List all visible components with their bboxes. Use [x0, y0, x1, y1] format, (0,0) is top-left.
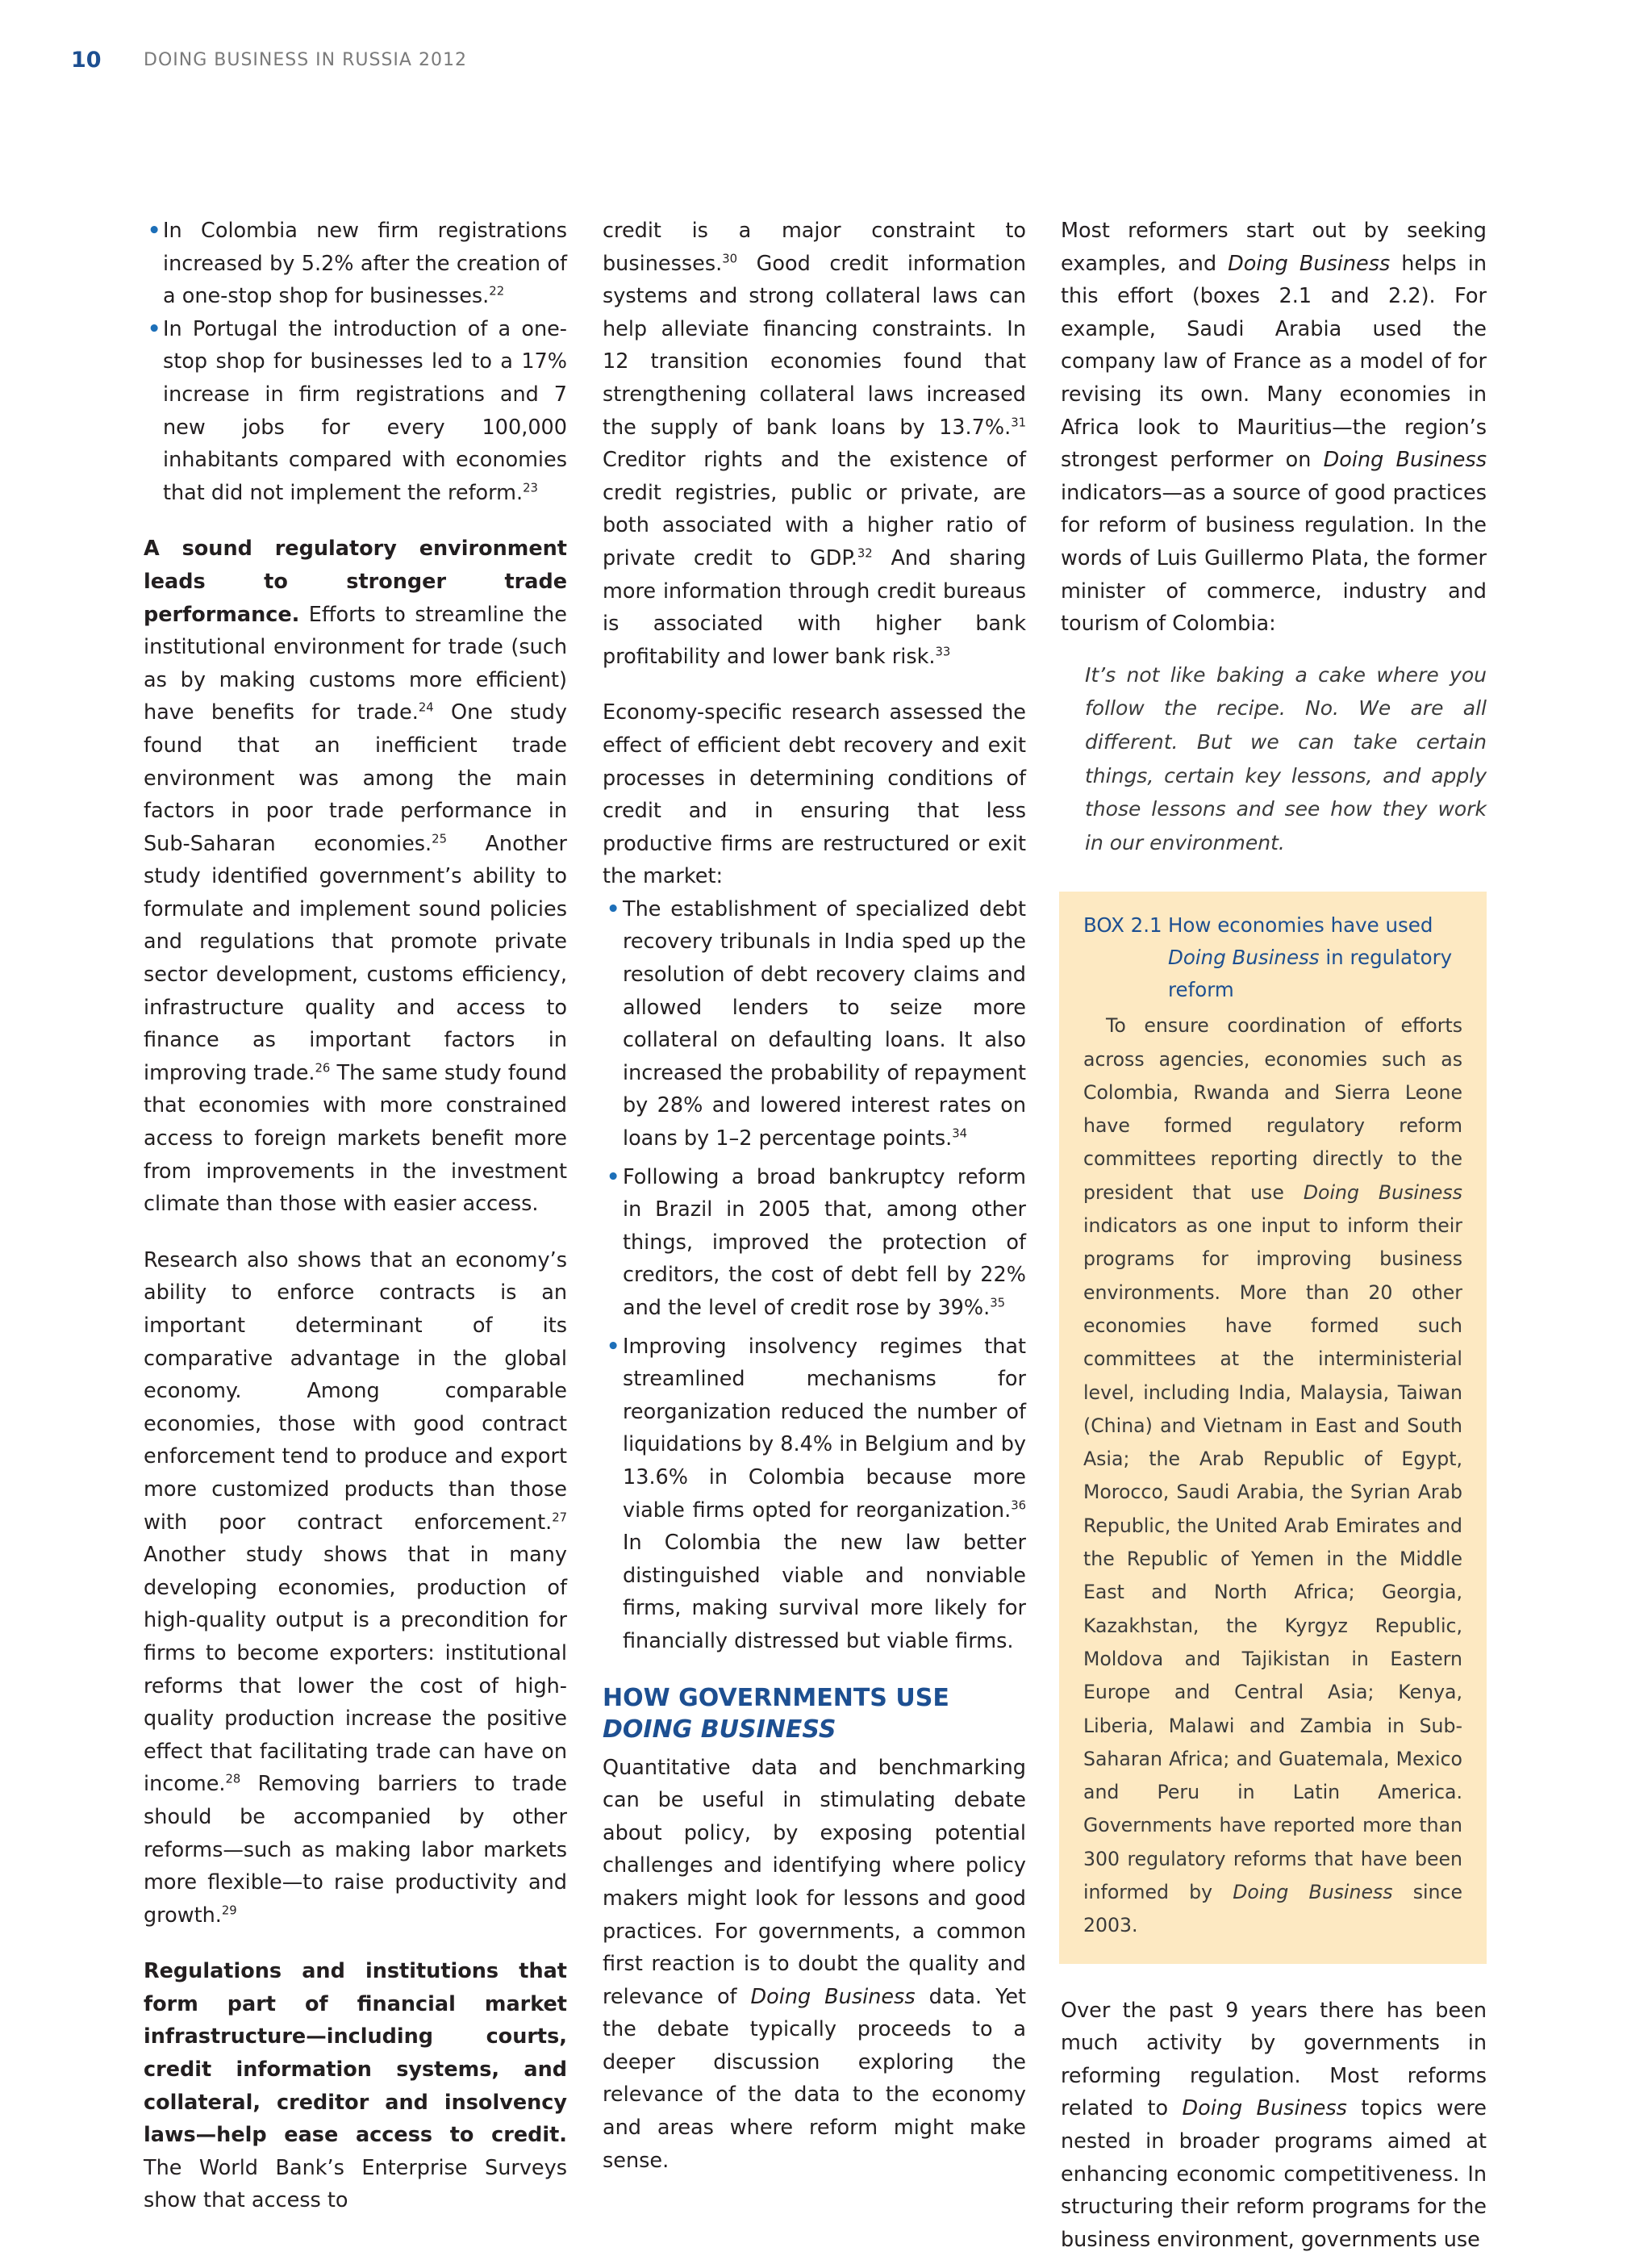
column-3: [1061, 215, 1487, 2256]
paragraph-reformers: Most reformers start out by seeking examples, and Doing Business helps in this effort (boxes 2.1 and 2.2). For example, Saudi Arabia used the company law of France as a model of for revising its own. Many economies in Africa look to Mauritius—the region’s strongest performer on Doing Business indicators—as a source of good practices for reform of business regulation. In the words of Luis Guillermo Plata, the former minister of commerce, industry and tourism of Colombia:: [1061, 219, 1487, 637]
bullet-icon: •: [607, 896, 620, 921]
paragraph-contracts: Research also shows that an economy’s ability to enforce contracts is an important determinant of its comparative advantage in the global economy. Among comparable economies, those with good contract enforcement tend to produce and export more customized products than those with poor contract enforcement.$^{27}$ Another study shows that in many developing economies, production of high-quality output is a precondition for firms to become exporters: institutional reforms that lower the cost of high-quality production increase the positive effect that facilitating trade can have on income.$^{28}$ Removing barriers to trade should be accompanied by other reforms—such as making labor markets more flexible—to raise productivity and growth.$^{29}$: [144, 1247, 567, 1928]
paragraph-trade: A sound regulatory environment leads to stronger trade performance. Efforts to streamline the institutional environment for trade (such as by making customs more efficient) have benefits for trade.$^{24}$ One study found that an inefficient trade environment was among the main factors in poor trade performance in Sub-Saharan economies.$^{25}$ Another study identified government’s ability to formulate and implement sound policies and regulations that promote private sector development, customs efficiency, infrastructure quality and access to finance as important factors in improving trade.$^{26}$ The same study found that economies with more constrained access to foreign markets benefit more from improvements in the investment climate than those with easier access.: [144, 537, 567, 1217]
footnote-ref[interactable]: 36: [1011, 1498, 1026, 1513]
page-number: 10: [71, 47, 102, 73]
footnote-ref[interactable]: 23: [523, 481, 538, 495]
paragraph-credit-cont: credit is a major constraint to businesses.$^{30}$ Good credit information systems and strong collateral laws can help alleviate financing constraints. In 12 transition economies found that strengthening collateral laws increased the supply of bank loans by 13.7%.$^{31}$ Creditor rights and the existence of credit registries, public or private, are both associated with a higher ratio of private credit to GDP.$^{32}$ And sharing more information through credit bureaus is associated with higher bank profitability and lower bank risk.$^{33}$: [603, 219, 1026, 669]
bullet-icon: •: [607, 1164, 620, 1189]
list-item: • Following a broad bankruptcy reform in Brazil in 2005 that, among other things, improved the protection of creditors, the cost of debt fell by 22% and the level of credit rose by 39%.$^{35}$: [603, 1161, 1026, 1325]
box-heading: How economies have used Doing Business in regulatory reform: [1168, 913, 1453, 1002]
footnote-ref[interactable]: 28: [225, 1772, 241, 1786]
footnote-ref[interactable]: 34: [952, 1126, 968, 1141]
footnote-ref[interactable]: 33: [935, 645, 951, 659]
box-title: [1083, 909, 1462, 1006]
section-heading: HOW GOVERNMENTS USE DOING BUSINESS: [603, 1683, 949, 1744]
block-quote: It’s not like baking a cake where you follow the recipe. No. We are all different. But we can take certain things, certain key lessons, and apply those lessons and see how they work in our environment.: [1085, 662, 1487, 854]
footnote-ref[interactable]: 27: [552, 1510, 567, 1525]
footnote-ref[interactable]: 24: [418, 700, 434, 715]
footnote-ref[interactable]: 35: [990, 1296, 1006, 1310]
paragraph-credit: Regulations and institutions that form part of financial market infrastructure—including courts, credit information systems, and collateral, creditor and insolvency laws—help ease access to credit. The World Bank’s Enterprise Surveys show that access to: [144, 1959, 567, 2213]
paragraph-research: Economy-specific research assessed the effect of efficient debt recovery and exit processes in determining conditions of credit and in ensuring that less productive firms are restructured or exit the market:: [603, 700, 1026, 889]
paragraph-benchmarking: Quantitative data and benchmarking can be useful in stimulating debate about policy, by exposing potential challenges and identifying where policy makers might look for lessons and good practices. For governments, a common first reaction is to doubt the quality and relevance of Doing Business data. Yet the debate typically proceeds to a deeper discussion exploring the relevance of the data to the economy and areas where reform might make sense.: [603, 1755, 1026, 2173]
list-item: • Improving insolvency regimes that streamlined mechanisms for reorganization reduced the number of liquidations by 8.4% in Belgium and by 13.6% in Colombia because more viable firms opted for reorganization.$^{36}$ In Colombia the new law better distinguished viable and nonviable firms, making survival more likely for financially distressed but viable firms.: [603, 1331, 1026, 1658]
bullet-icon: •: [148, 219, 161, 243]
paragraph-reform-activity: Over the past 9 years there has been much activity by governments in reforming regulation. Most reforms related to Doing Business topics were nested in broader programs aimed at enhancing economic competitiveness. In structuring their reform programs for the business environment, governments use: [1061, 1998, 1487, 2252]
footnote-ref[interactable]: 22: [489, 284, 505, 299]
box-body: To ensure coordination of efforts across agencies, economies such as Colombia, Rwanda and Sierra Leone have formed regulatory reform committees reporting directly to the president that use Doing Business indicators as one input to inform their programs for improving business environments. More than 20 other economies have formed such committees at the interministerial level, including India, Malaysia, Taiwan (China) and Vietnam in East and South Asia; the Arab Republic of Egypt, Morocco, Saudi Arabia, the Syrian Arab Republic, the United Arab Emirates and the Republic of Yemen in the Middle East and North Africa; Georgia, Kazakhstan, the Kyrgyz Republic, Moldova and Tajikistan in Eastern Europe and Central Asia; Kenya, Liberia, Malawi and Zambia in Sub-Saharan Africa; and Guatemala, Mexico and Peru in Latin America. Governments have reported more than 300 regulatory reforms that have been informed by Doing Business since 2003.: [1083, 1014, 1462, 1937]
list-item: • In Portugal the introduction of a one-stop shop for businesses led to a 17% increase in firm registrations and 7 new jobs for every 100,000 inhabitants compared with economies that did not implement the reform.$^{23}$: [144, 313, 567, 510]
footnote-ref[interactable]: 26: [315, 1061, 331, 1076]
lead-in: Regulations and institutions that form part of financial market infrastructure—including courts, credit information systems, and collateral, creditor and insolvency laws—help ease access to credit.: [144, 1959, 567, 2148]
footnote-ref[interactable]: 32: [857, 546, 873, 561]
lead-in: A sound regulatory environment leads to stronger trade performance.: [144, 537, 567, 627]
bullet-icon: •: [607, 1334, 620, 1359]
running-head: [71, 44, 467, 76]
column-2: [603, 215, 1026, 2177]
footnote-ref[interactable]: 25: [432, 832, 447, 846]
bullet-icon: •: [148, 316, 161, 341]
box-2-1: [1059, 892, 1487, 1963]
footnote-ref[interactable]: 30: [722, 252, 738, 266]
box-label: BOX 2.1: [1083, 913, 1162, 938]
list-item: • In Colombia new firm registrations increased by 5.2% after the creation of a one-stop shop for businesses.$^{22}$: [144, 215, 567, 313]
column-1: [144, 215, 567, 2217]
running-title: DOING BUSINESS IN RUSSIA 2012: [144, 49, 467, 70]
list-item: • The establishment of specialized debt recovery tribunals in India sped up the resolution of debt recovery claims and allowed lenders to seize more collateral on defaulting loans. It also increased the probability of repayment by 28% and lowered interest rates on loans by 1–2 percentage points.$^{34}$: [603, 893, 1026, 1155]
footnote-ref[interactable]: 31: [1011, 416, 1026, 430]
footnote-ref[interactable]: 29: [221, 1903, 237, 1918]
